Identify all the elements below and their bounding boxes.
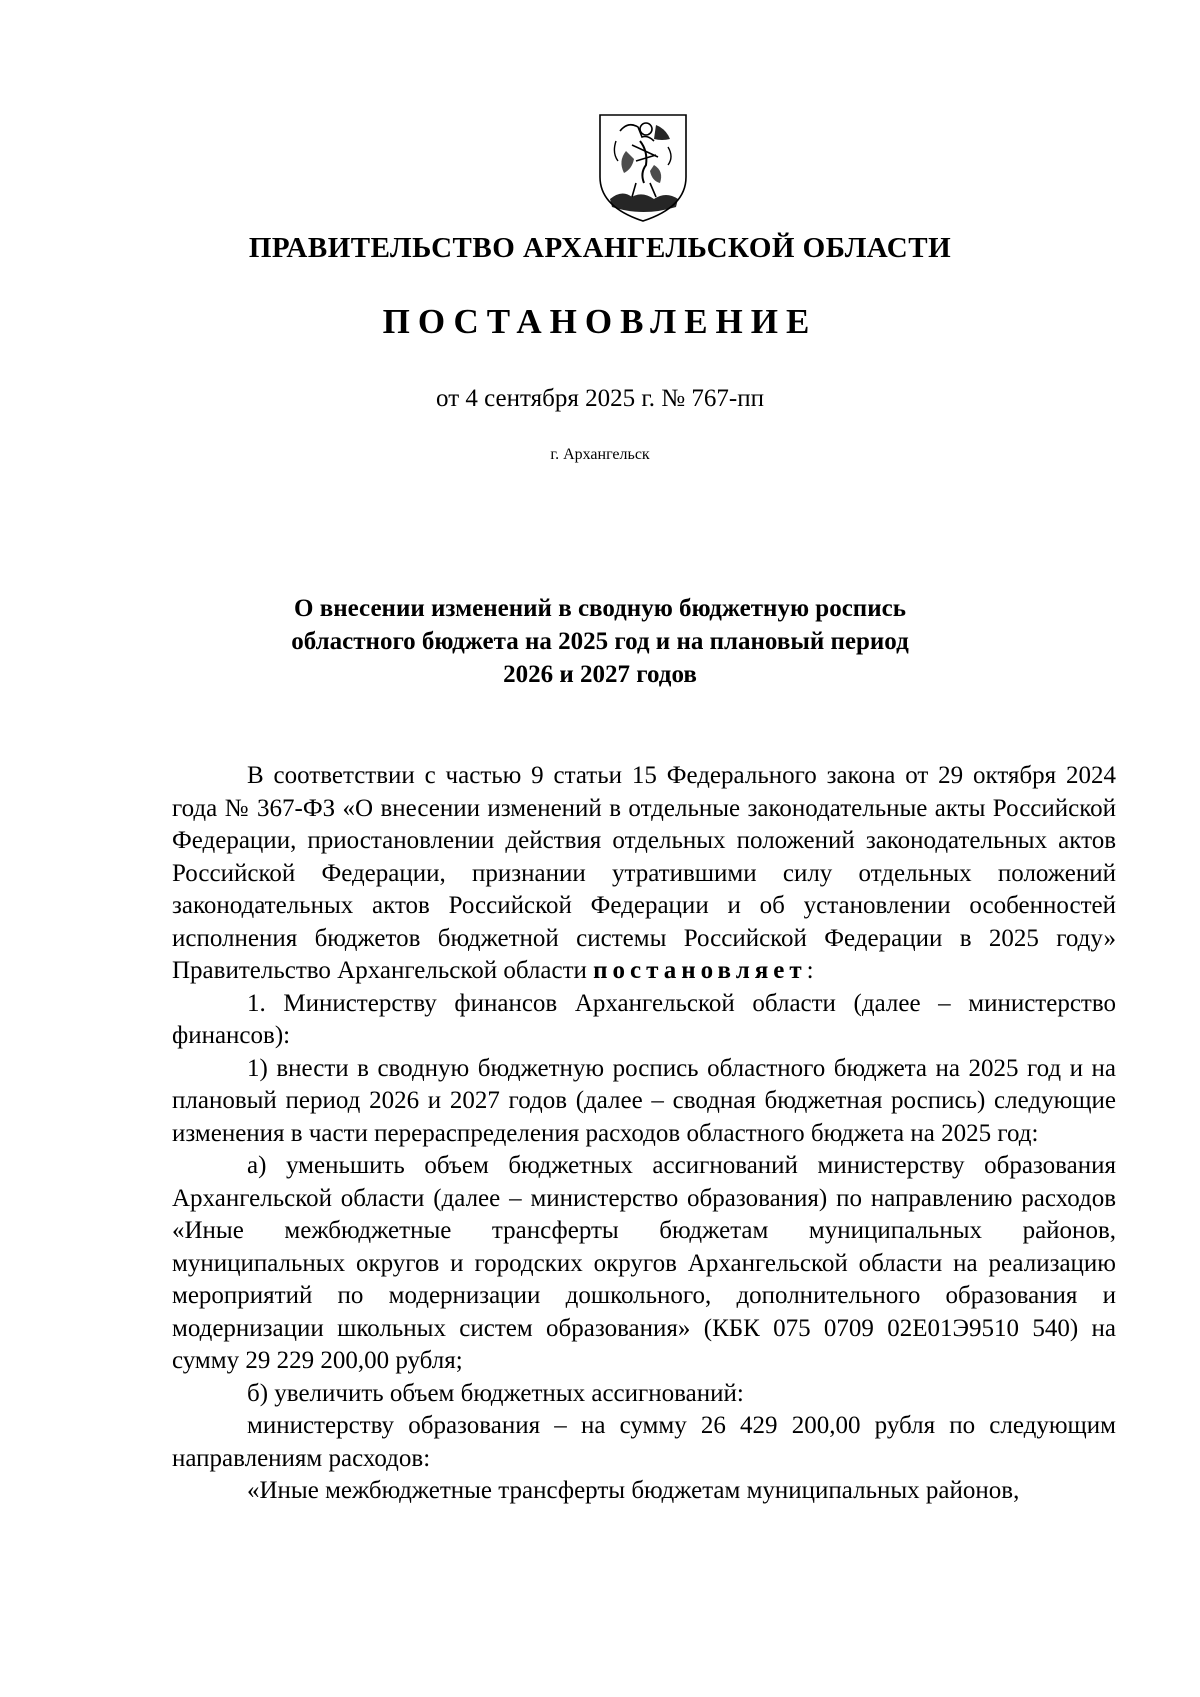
paragraph-b: б) увеличить объем бюджетных ассигнований: (247, 1379, 744, 1407)
decree-word: постановляет (593, 957, 807, 984)
subject-line: О внесении изменений в сводную бюджетную роспись (294, 595, 906, 622)
subject-line: 2026 и 2027 годов (503, 661, 697, 688)
document-subject (0, 592, 1200, 691)
intro-text: В соответствии с частью 9 статьи 15 Федерального закона от 29 октября 2024 года № 367-ФЗ «О внесении изменений в отдельные законодательные акты Российской Федерации, приостановлении действия отдельных положений законодательных актов Российской Федерации, признании утратившими силу отдельных положений законодательных актов Российской Федерации и об установлении особенностей исполнения бюджетов бюджетной системы Российской Федерации в 2025 году» Правительство Архангельской области (172, 762, 1116, 984)
document-type: ПОСТАНОВЛЕНИЕ (382, 302, 818, 341)
paragraph-a: а) уменьшить объем бюджетных ассигнований министерству образования Архангельской области (далее – министерство образования) по направлению расходов «Иные межбюджетные трансферты бюджетам муниципальных районов, муниципальных округов и городских округов Архангельской области на реализацию мероприятий по модернизации дошкольного, дополнительного образования и модернизации школьных систем образования» (КБК 075 0709 02Е01Э9510 540) на сумму 29 229 200,00 рубля; (172, 1152, 1116, 1374)
paragraph-1-1: 1) внести в сводную бюджетную роспись областного бюджета на 2025 год и на плановый период 2026 и 2027 годов (далее – сводная бюджетная роспись) следующие изменения в части перераспределения расходов областного бюджета на 2025 год: (172, 1054, 1116, 1147)
paragraph-1: 1. Министерству финансов Архангельской области (далее – министерство финансов): (172, 989, 1116, 1049)
subject-line: областного бюджета на 2025 год и на плановый период (291, 628, 909, 655)
decree-colon: : (806, 957, 814, 984)
document-city: г. Архангельск (550, 446, 650, 463)
document-date-number: от 4 сентября 2025 г. № 767-пп (436, 385, 764, 412)
paragraph-b-2: «Иные межбюджетные трансферты бюджетам муниципальных районов, (247, 1477, 1020, 1504)
coat-of-arms-icon (596, 111, 690, 224)
paragraph-b-1: министерству образования – на сумму 26 429 200,00 рубля по следующим направлениям расходов: (172, 1412, 1116, 1472)
org-title: ПРАВИТЕЛЬСТВО АРХАНГЕЛЬСКОЙ ОБЛАСТИ (248, 232, 952, 264)
document-body (172, 760, 1116, 1508)
intro-paragraph (172, 760, 1116, 988)
